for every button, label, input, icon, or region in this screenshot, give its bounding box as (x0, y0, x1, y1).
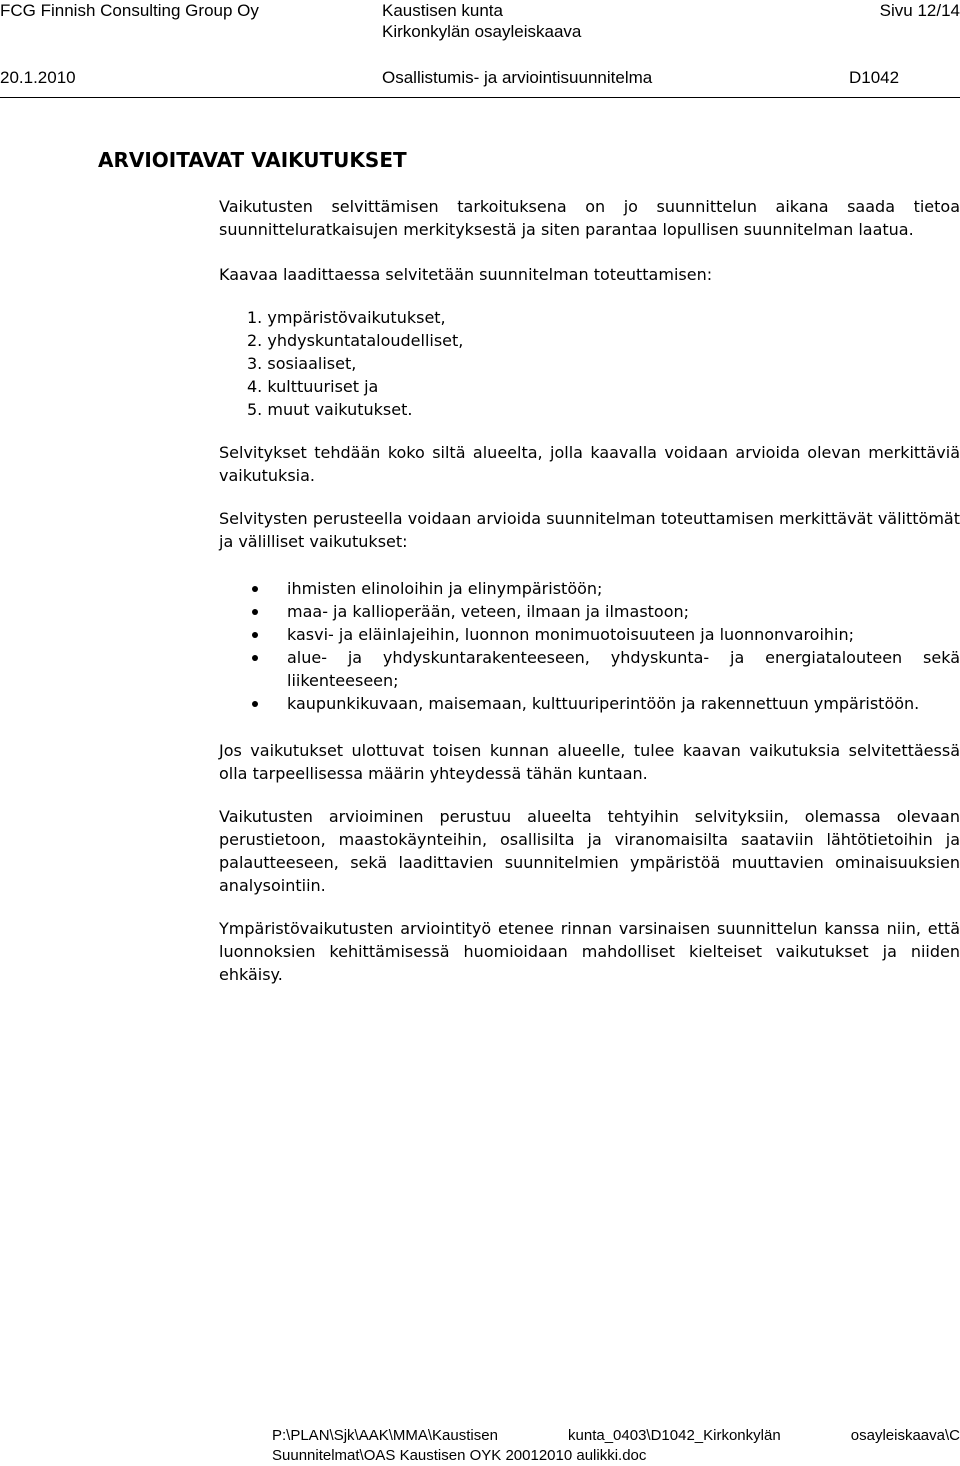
list-item: kaupunkikuvaan, maisemaan, kulttuuriperintöön ja rakennettuun ympäristöön. (219, 692, 960, 715)
document-code: D1042 (849, 68, 900, 87)
footer-path-line-1 (272, 1426, 960, 1446)
paragraph-environmental-assessment: Ympäristövaikutusten arviointityö etenee rinnan varsinaisen suunnittelun kanssa niin, että luonnoksien kehittämisessä huomioidaan mahdolliset kielteiset vaikutukset ja niiden ehkäisy. (219, 919, 960, 984)
list-item: maa- ja kallioperään, veteen, ilmaan ja ilmastoon; (219, 600, 960, 623)
bullet-icon (252, 586, 258, 592)
paragraph-assessment-sources: Vaikutusten arvioiminen perustuu alueelta tehtyihin selvityksiin, olemassa olevaan perustietoon, maastokäynteihin, osallisilta ja viranomaisilta saataviin lähtötietoihin ja palautteeseen, sekä laadittavien suunnitelmien ympäristöä muuttavien ominaisuuksien analysointiin. (219, 807, 960, 895)
paragraph-cross-municipal: Jos vaikutukset ulottuvat toisen kunnan alueelle, tulee kaavan vaikutuksia selvitettäessä olla tarpeellisessa määrin yhteydessä tähän kuntaan. (219, 741, 960, 783)
page-footer (272, 1426, 960, 1466)
footer-path-line-2: Suunnitelmat\OAS Kaustisen OYK 20012010 aulikki.doc (272, 1447, 647, 1464)
bullet-icon (252, 701, 258, 707)
page-header (0, 0, 960, 98)
impact-targets-list (219, 577, 960, 715)
page-number: Sivu 12/14 (879, 1, 960, 20)
footer-path-part: kunta_0403\D1042_Kirkonkylän (568, 1427, 781, 1444)
plan-name: Kirkonkylän osayleiskaava (382, 22, 582, 41)
list-item: alue- ja yhdyskuntarakenteeseen, yhdyskunta- ja energiatalouteen sekä liikenteeseen; (219, 646, 960, 692)
document-date: 20.1.2010 (0, 68, 76, 87)
document-title: Osallistumis- ja arviointisuunnitelma (382, 68, 653, 87)
impact-types-list (219, 306, 960, 421)
bullet-icon (252, 632, 258, 638)
list-item: 2. yhdyskuntataloudelliset, (247, 331, 464, 350)
list-item: 5. muut vaikutukset. (247, 400, 413, 419)
paragraph-study-area: Selvitykset tehdään koko siltä alueelta, jolla kaavalla voidaan arvioida olevan merkittäviä vaikutuksia. (219, 443, 960, 485)
bullet-icon (252, 655, 258, 661)
bullet-icon (252, 609, 258, 615)
list-item: 3. sosiaaliset, (247, 354, 357, 373)
section-title: ARVIOITAVAT VAIKUTUKSET (98, 148, 407, 172)
municipality-name: Kaustisen kunta (382, 1, 503, 20)
company-name: FCG Finnish Consulting Group Oy (0, 1, 259, 20)
paragraph-plan-impacts-intro: Kaavaa laadittaessa selvitetään suunnitelman toteuttamisen: (219, 265, 713, 284)
list-item: ihmisten elinoloihin ja elinympäristöön; (219, 577, 960, 600)
list-item: kasvi- ja eläinlajeihin, luonnon monimuotoisuuteen ja luonnonvaroihin; (219, 623, 960, 646)
footer-path-part: P:\PLAN\Sjk\AAK\MMA\Kaustisen (272, 1427, 498, 1444)
document-body (219, 195, 960, 986)
header-divider (0, 97, 960, 98)
paragraph-purpose: Vaikutusten selvittämisen tarkoituksena on jo suunnittelun aikana saada tietoa suunnitteluratkaisujen merkityksestä ja siten parantaa lopullisen suunnitelman laatua. (219, 197, 960, 239)
list-item: 1. ympäristövaikutukset, (247, 308, 446, 327)
list-item: 4. kulttuuriset ja (247, 377, 379, 396)
paragraph-assessment-basis: Selvitysten perusteella voidaan arvioida suunnitelman toteuttamisen merkittävät välittömät ja välilliset vaikutukset: (219, 509, 960, 551)
footer-path-part: osayleiskaava\C (850, 1427, 960, 1444)
